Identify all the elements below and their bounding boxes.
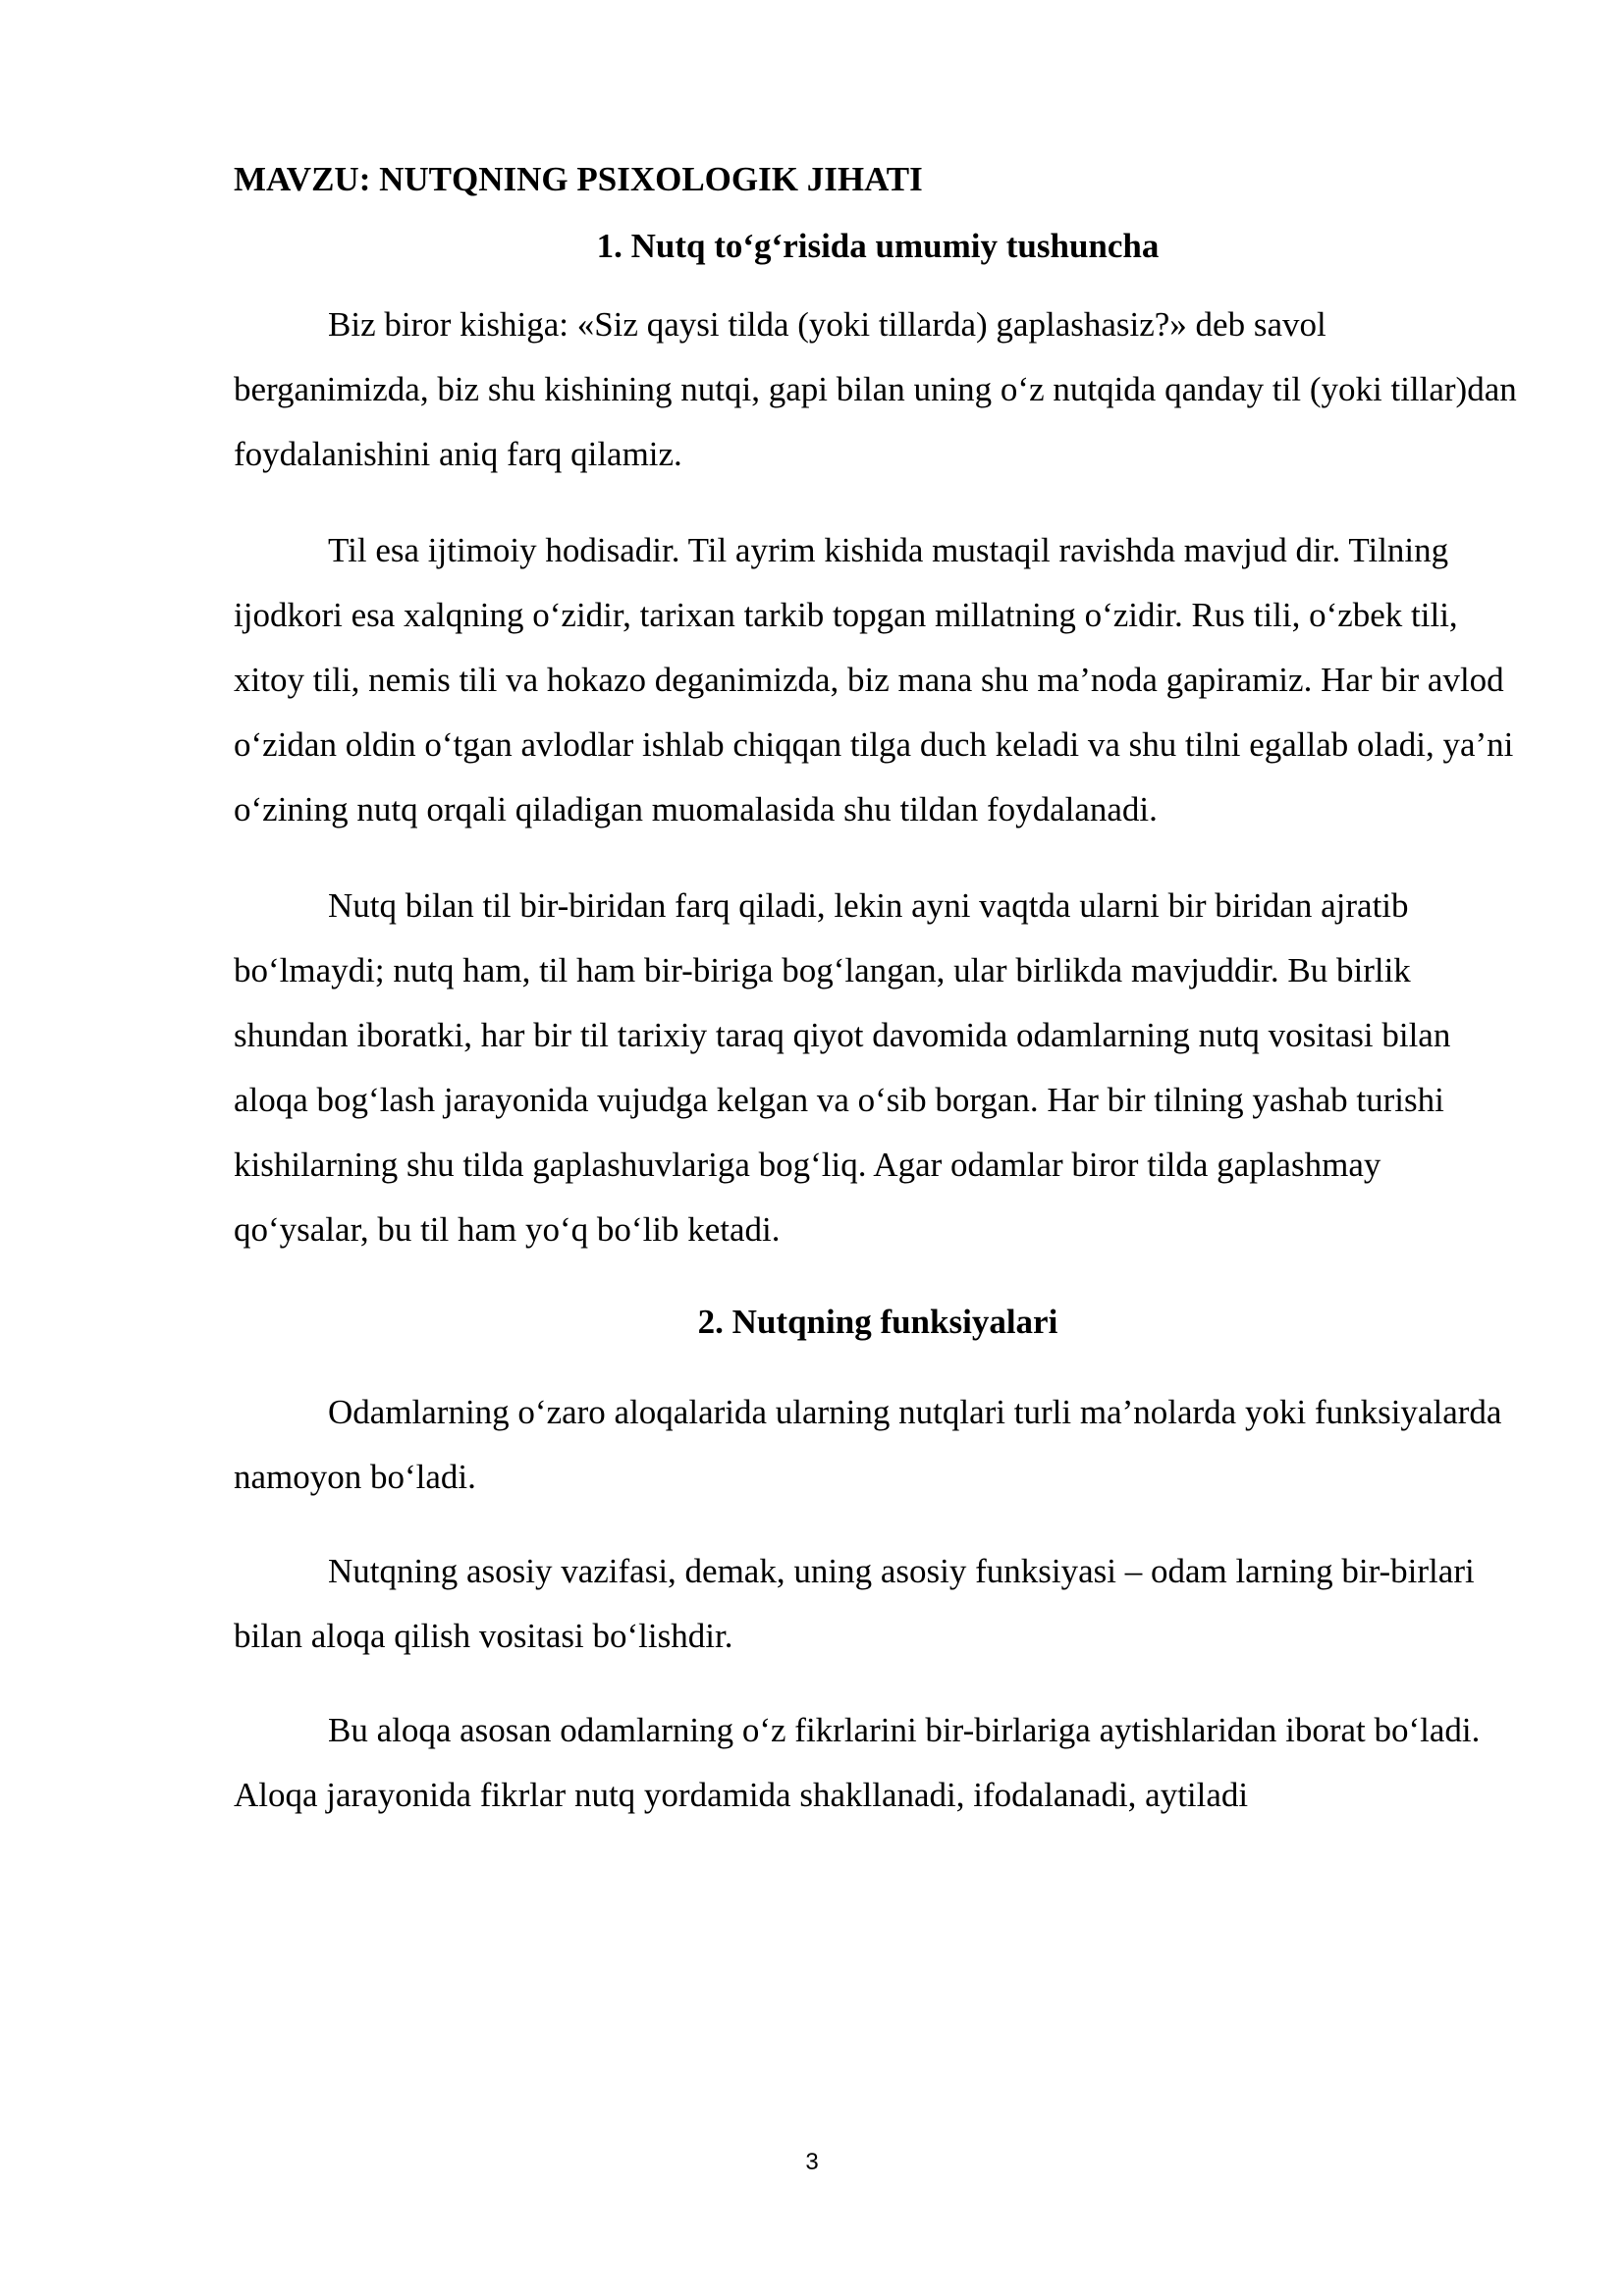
paragraph: Biz biror kishiga: «Siz qaysi tilda (yoki tillarda) gaplashasiz?» deb savol berganimizda, biz shu kishining nutqi, gapi bilan uning o‘z nutqida qanday til (yoki tillar)dan foydalanishini aniq farq qilamiz. [234,305,1517,473]
section-heading-2: 2. Nutqning funksiyalari [697,1303,1058,1341]
page-number: 3 [805,2149,819,2175]
document-title: MAVZU: NUTQNING PSIXOLOGIK JIHATI [234,160,923,198]
paragraph: Til esa ijtimoiy hodisadir. Til ayrim kishida mustaqil ravishda mavjud dir. Tilning ijodkori esa xalqning o‘zidir, tarixan tarkib topgan millatning o‘zidir. Rus tili, o‘zbek tili, xitoy tili, nemis tili va hokazo deganimizda, biz mana shu ma’noda gapiramiz. Har bir avlod o‘zidan oldin o‘tgan avlodlar ishlab chiqqan tilga duch keladi va shu tilni egallab oladi, ya’ni o‘zining nutq orqali qiladigan muomalasida shu tildan foydalanadi. [234,531,1514,828]
paragraph: Bu aloqa asosan odamlarning o‘z fikrlarini bir-birlariga aytishlaridan iborat bo‘ladi. Aloqa jarayonida fikrlar nutq yordamida shakllanadi, ifodalanadi, aytiladi [234,1711,1481,1814]
document-body [234,147,1522,1828]
paragraph: Odamlarning o‘zaro aloqalarida ularning nutqlari turli ma’nolarda yoki funksiyalarda namoyon bo‘ladi. [234,1393,1502,1496]
section-heading-1: 1. Nutq to‘g‘risida umumiy tushuncha [596,227,1160,265]
paragraph: Nutq bilan til bir-biridan farq qiladi, lekin ayni vaqtda ularni bir biridan ajratib bo‘lmaydi; nutq ham, til ham bir-biriga bog‘langan, ular birlikda mavjuddir. Bu birlik shundan iboratki, har bir til tarixiy taraq qiyot davomida odamlarning nutq vositasi bilan aloqa bog‘lash jarayonida vujudga kelgan va o‘sib borgan. Har bir tilning yashab turishi kishilarning shu tilda gaplashuvlariga bog‘liq. Agar odamlar biror tilda gaplashmay qo‘ysalar, bu til ham yo‘q bo‘lib ketadi. [234,886,1451,1249]
paragraph: Nutqning asosiy vazifasi, demak, uning asosiy funksiyasi – odam larning bir-birlari bilan aloqa qilish vositasi bo‘lishdir. [234,1552,1475,1655]
